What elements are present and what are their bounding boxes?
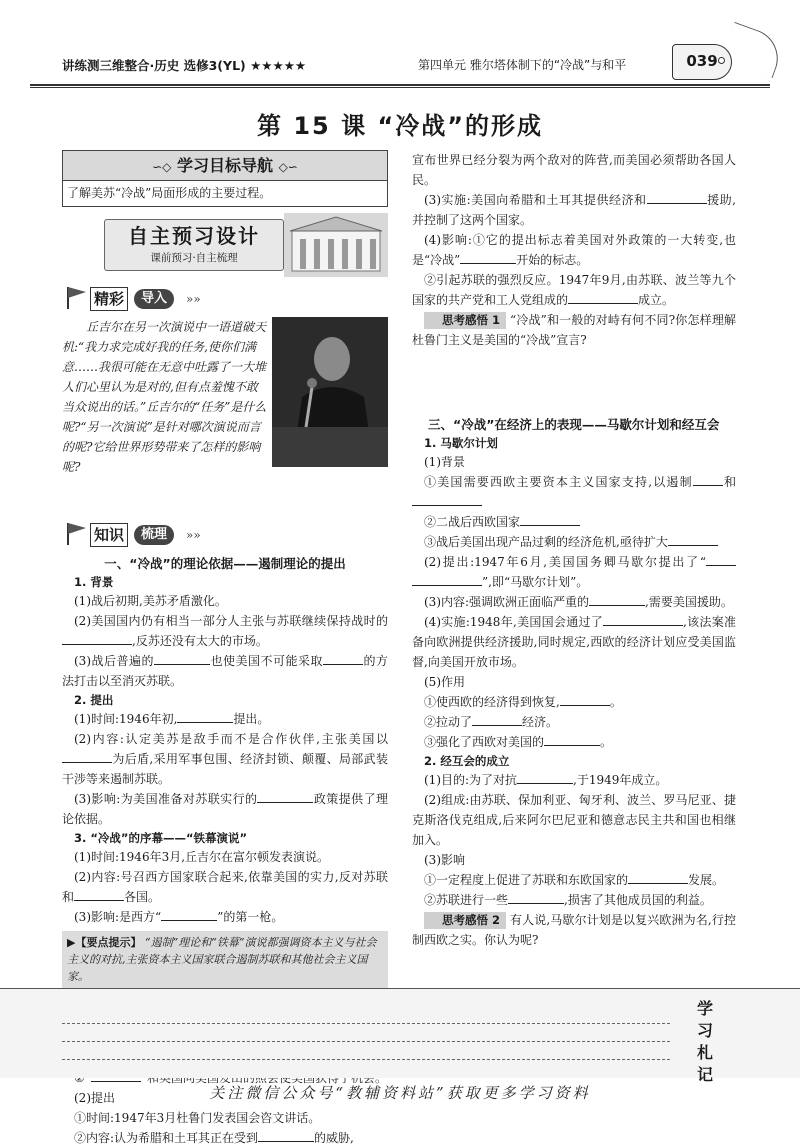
tip-text: “遏制”理论和“铁幕”演说都强调资本主义与社会主义的对抗,主张资本主义国家联合遏制苏联和其他社会主义国家。: [67, 935, 377, 983]
fill-blank[interactable]: [177, 709, 233, 723]
fill-blank[interactable]: [706, 552, 736, 566]
knowledge-badge-label: 知识: [90, 523, 128, 547]
think-1-label: 思考感悟 1: [424, 312, 506, 329]
intro-text: 丘吉尔在另一次演说中一语道破天机:“我力求完成好我的任务,使你们满意……我很可能在无意中吐露了一大堆人们心里认为是对的,但有点羞愧不敢当众说出的话。”丘吉尔的“任务”是什么呢?“另一次演说”是针对哪次演说而言的呢?它给世界形势带来了怎样的影响呢?: [62, 319, 267, 474]
knowledge-badge: [62, 517, 388, 553]
page-number: 039: [686, 52, 718, 70]
paragraph: (4)实施:1948年,美国国会通过了 ,该法案准备向欧洲提供经济援助,同时规定,西欧的经济计划应受美国监督,向美国开放市场。: [412, 612, 736, 672]
think-2-text: 有人说,马歇尔计划是以复兴欧洲为名,行控制西欧之实。你认为呢?: [412, 913, 736, 947]
right-column: [412, 150, 736, 950]
header-rule-thin: [30, 87, 770, 88]
fill-blank[interactable]: [62, 631, 132, 645]
section-1-2-heading: 2. 提出: [74, 692, 114, 707]
learning-goals-box: [62, 150, 388, 207]
fill-blank[interactable]: [323, 651, 363, 665]
fill-blank[interactable]: [517, 770, 573, 784]
learning-goals-text: 了解美苏“冷战”局面形成的主要过程。: [67, 186, 272, 200]
paragraph: ②引起苏联的强烈反应。1947年9月,由苏联、波兰等九个国家的共产党和工人党组成的 成立。: [412, 273, 736, 307]
paragraph: (2)提出:1947年6月,美国国务卿马歇尔提出了“”,即“马歇尔计划”。: [412, 552, 736, 592]
paragraph: ②拉动了 经济。: [412, 712, 736, 732]
paragraph: ①美国需要西欧主要资本主义国家支持,以遏制 和: [412, 472, 736, 512]
swirl-right-icon: ◇∽: [278, 160, 298, 174]
double-arrow-icon: »»: [186, 527, 201, 542]
double-arrow-icon: »»: [186, 291, 201, 306]
key-point-tip: [62, 931, 388, 988]
knowledge-badge-pill: 梳理: [134, 525, 174, 545]
paragraph: (1)背景: [424, 455, 465, 469]
paragraph: (2)内容:认定美苏是敌手而不是合作伙伴,主张美国以为后盾,采用军事包围、经济封锁、颠覆、局部武装干涉等来遏制苏联。: [62, 731, 388, 786]
paragraph: (3)实施:美国向希腊和土耳其提供经济和 援助,并控制了这两个国家。: [412, 190, 736, 230]
paragraph: (1)时间:1946年3月,丘吉尔在富尔顿发表演说。: [74, 849, 330, 864]
intro-badge-label: 精彩: [90, 287, 128, 311]
answer-space[interactable]: [412, 350, 736, 414]
paragraph: (1)战后初期,美苏矛盾激化。: [74, 593, 227, 608]
study-notes-label: 学习札记: [696, 999, 713, 1084]
fill-blank[interactable]: [460, 250, 516, 264]
fill-blank[interactable]: [508, 890, 564, 904]
intro-badge: [62, 281, 388, 317]
section-1-1-heading: 1. 背景: [74, 574, 114, 589]
fill-blank[interactable]: [603, 612, 683, 626]
fill-blank[interactable]: [412, 572, 482, 586]
paragraph: ③强化了西欧对美国的 。: [412, 732, 736, 752]
fill-blank[interactable]: [647, 190, 707, 204]
section-3-2-heading: 2. 经互会的成立: [424, 754, 510, 768]
think-1: [412, 310, 736, 350]
note-line: [62, 1023, 670, 1024]
note-line: [62, 1041, 670, 1042]
fill-blank[interactable]: [698, 532, 718, 546]
paragraph: (1)目的:为了对抗 ,于1949年成立。: [412, 770, 736, 790]
unit-title: 第四单元 雅尔塔体制下的“冷战”与和平: [418, 58, 627, 72]
paragraph: (3)影响:为美国准备对苏联实行的 政策提供了理论依据。: [62, 789, 388, 829]
paragraph: (3)战后普遍的 也使美国不可能采取 的方法打击以至消灭苏联。: [62, 651, 388, 691]
lesson-title: 第 15 课 “冷战”的形成: [256, 112, 543, 140]
paragraph: ①使西欧的经济得到恢复, 。: [412, 692, 736, 712]
preview-subtitle: 课前预习·自主梳理: [150, 251, 238, 264]
preview-banner: [62, 213, 388, 277]
tip-label: ▶【要点提示】: [67, 935, 142, 949]
paragraph: (3)内容:强调欧洲正面临严重的 ,需要美国援助。: [412, 592, 736, 612]
section-3-title: 三、“冷战”在经济上的表现——马歇尔计划和经互会: [428, 417, 720, 432]
think-2: [412, 910, 736, 950]
paragraph: (3)影响: [424, 853, 465, 867]
paragraph: (2)提出: [74, 1090, 115, 1105]
book-title: 讲练测三维整合·历史 选修3(YL) ★★★★★: [62, 58, 307, 73]
paragraph: 宣布世界已经分裂为两个敌对的阵营,而美国必须帮助各国人民。: [412, 153, 736, 187]
paragraph: (5)作用: [424, 675, 465, 689]
paragraph: (3)影响:是西方“ ”的第一枪。: [62, 907, 388, 927]
section-3-1-heading: 1. 马歇尔计划: [424, 436, 498, 450]
fill-blank[interactable]: [568, 290, 638, 304]
intro-section: [62, 317, 388, 513]
swirl-left-icon: ∽◇: [152, 160, 172, 174]
footer-note: 关注微信公众号“教辅资料站”获取更多学习资料: [209, 1084, 591, 1102]
note-line: [62, 1059, 670, 1060]
fill-blank[interactable]: [693, 472, 723, 486]
fill-blank[interactable]: [589, 592, 645, 606]
paragraph: ③战后美国出现产品过剩的经济危机,亟待扩大: [412, 532, 736, 552]
fill-blank[interactable]: [257, 789, 313, 803]
fill-blank[interactable]: [161, 907, 217, 921]
study-notes-area[interactable]: [0, 988, 800, 1078]
flag-icon: [62, 519, 90, 547]
paragraph: ②苏联进行一些 ,损害了其他成员国的利益。: [412, 890, 736, 910]
fill-blank[interactable]: [628, 870, 688, 884]
header-rule: [30, 84, 770, 86]
think-2-label: 思考感悟 2: [424, 912, 506, 929]
paragraph: ②二战后西欧国家: [412, 512, 736, 532]
paragraph: (2)组成:由苏联、保加利亚、匈牙利、波兰、罗马尼亚、捷克斯洛伐克组成,后来阿尔巴尼亚和德意志民主共和国也相继加入。: [412, 793, 736, 847]
preview-title: 自主预习设计: [128, 223, 260, 248]
paragraph: (2)美国国内仍有相当一部分人主张与苏联继续保持战时的,反苏还没有太大的市场。: [62, 611, 388, 651]
fill-blank[interactable]: [544, 732, 600, 746]
fill-blank[interactable]: [258, 1128, 314, 1142]
section-1-title: 一、“冷战”的理论依据——遏制理论的提出: [104, 555, 346, 571]
paragraph: ①时间:1947年3月杜鲁门发表国会咨文讲话。: [74, 1110, 321, 1125]
fill-blank[interactable]: [62, 749, 112, 763]
learning-goals-heading: [63, 151, 387, 181]
paragraph: (4)影响:①它的提出标志着美国对外政策的一大转变,也是“冷战” 开始的标志。: [412, 233, 736, 267]
paragraph: (1)时间:1946年初, 提出。: [62, 709, 388, 729]
fill-blank[interactable]: [154, 651, 210, 665]
paragraph: (2)内容:号召西方国家联合起来,依靠美国的实力,反对苏联和 各国。: [62, 869, 388, 904]
churchill-photo: [272, 317, 388, 467]
fill-blank[interactable]: [668, 532, 698, 546]
tag-hole-decoration: [718, 57, 725, 64]
fill-blank[interactable]: [560, 692, 610, 706]
fill-blank[interactable]: [74, 887, 124, 901]
fill-blank[interactable]: [520, 512, 580, 526]
think-1-text: “冷战”和一般的对峙有何不同?你怎样理解杜鲁门主义是美国的“冷战”宣言?: [412, 313, 736, 347]
page-header: [0, 0, 800, 96]
paragraph: ①一定程度上促进了苏联和东欧国家的 发展。: [412, 870, 736, 890]
flag-icon: [62, 283, 90, 311]
building-illustration: [284, 213, 388, 277]
section-1-3-heading: 3. “冷战”的序幕——“铁幕演说”: [74, 830, 248, 845]
paragraph: ②内容:认为希腊和土耳其正在受到 的威胁,: [62, 1128, 388, 1148]
tag-string-decoration: [721, 22, 786, 78]
fill-blank[interactable]: [472, 712, 522, 726]
intro-badge-pill: 导入: [134, 289, 174, 309]
fill-blank[interactable]: [412, 492, 482, 506]
learning-goals-title: 学习目标导航: [176, 156, 273, 175]
preview-ribbon: [104, 219, 284, 271]
